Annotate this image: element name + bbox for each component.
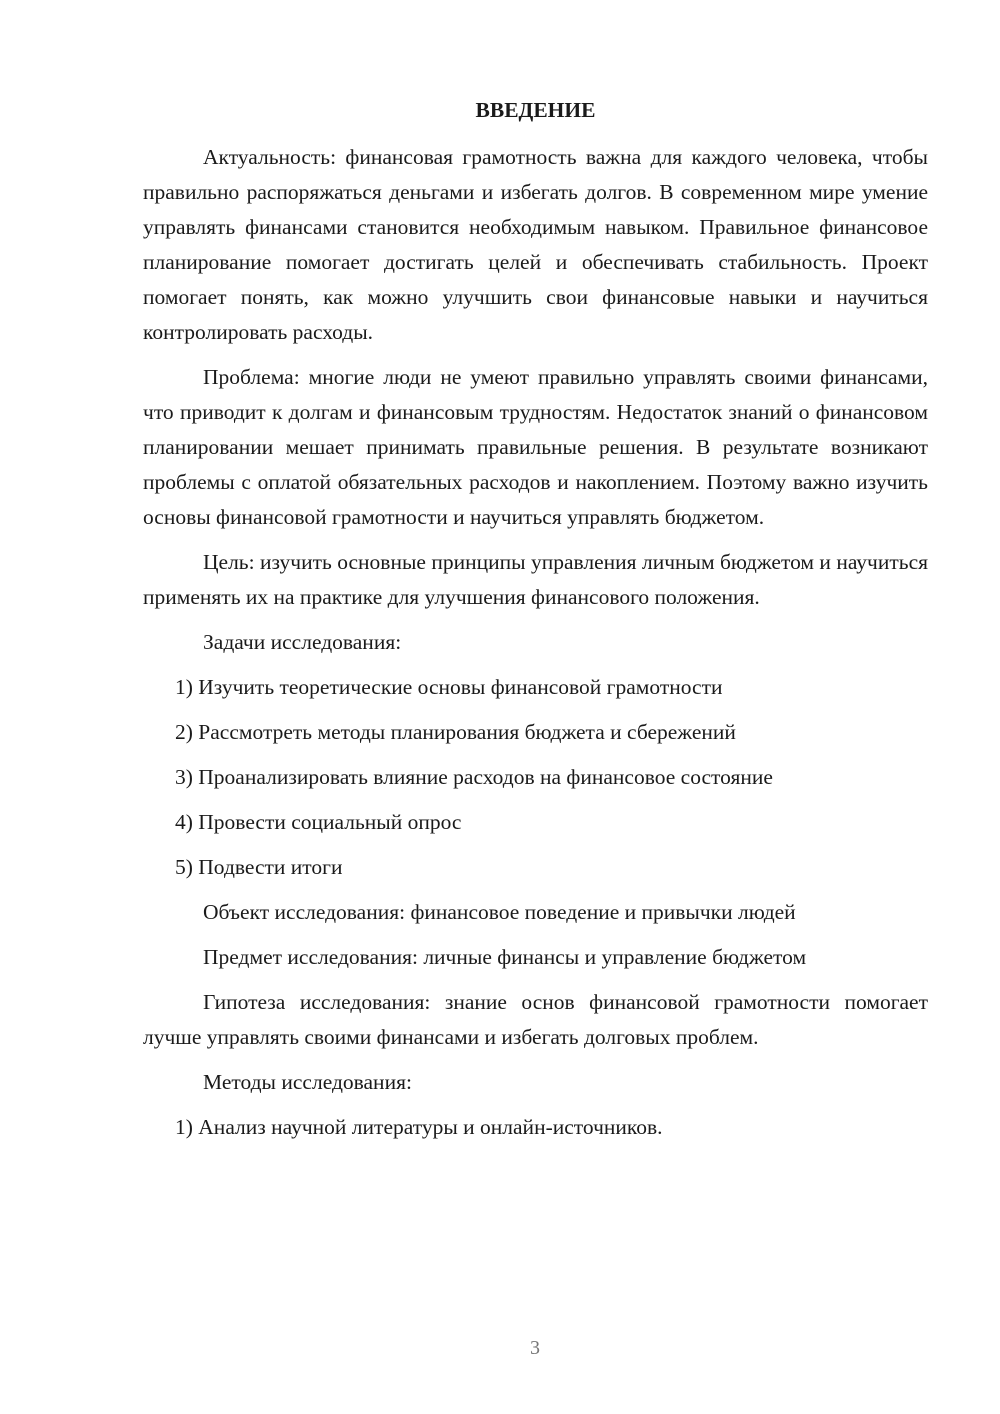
relevance-paragraph: Актуальность: финансовая грамотность важна для каждого человека, чтобы правильно распоряжаться деньгами и избегать долгов. В современном мире умение управлять финансами становится необходимым навыком. Правильное финансовое планирование помогает достигать целей и обеспечивать стабильность. Проект помогает понять, как можно улучшить свои финансовые навыки и научиться контролировать расходы.	[143, 145, 928, 344]
list-item: 2) Рассмотреть методы планирования бюджета и сбережений	[175, 720, 736, 744]
object-line: Объект исследования: финансовое поведение и привычки людей	[203, 900, 796, 924]
list-item: 1) Анализ научной литературы и онлайн-источников.	[175, 1115, 663, 1139]
tasks-list	[143, 670, 928, 885]
page-number: 3	[530, 1337, 540, 1359]
document-body	[143, 90, 928, 1155]
methods-list	[143, 1110, 928, 1145]
goal-paragraph: Цель: изучить основные принципы управления личным бюджетом и научиться применять их на практике для улучшения финансового положения.	[143, 550, 928, 609]
tasks-heading: Задачи исследования:	[203, 630, 402, 654]
hypothesis-paragraph: Гипотеза исследования: знание основ финансовой грамотности помогает лучше управлять своими финансами и избегать долговых проблем.	[143, 990, 928, 1049]
subject-line: Предмет исследования: личные финансы и управление бюджетом	[203, 945, 807, 969]
list-item: 3) Проанализировать влияние расходов на финансовое состояние	[175, 765, 773, 789]
page-title: ВВЕДЕНИЕ	[475, 98, 596, 122]
list-item: 4) Провести социальный опрос	[175, 810, 462, 834]
methods-heading: Методы исследования:	[203, 1070, 412, 1094]
list-item: 1) Изучить теоретические основы финансовой грамотности	[175, 675, 723, 699]
list-item: 5) Подвести итоги	[175, 855, 343, 879]
problem-paragraph: Проблема: многие люди не умеют правильно управлять своими финансами, что приводит к долгам и финансовым трудностям. Недостаток знаний о финансовом планировании мешает принимать правильные решения. В результате возникают проблемы с оплатой обязательных расходов и накоплением. Поэтому важно изучить основы финансовой грамотности и научиться управлять бюджетом.	[143, 365, 928, 529]
